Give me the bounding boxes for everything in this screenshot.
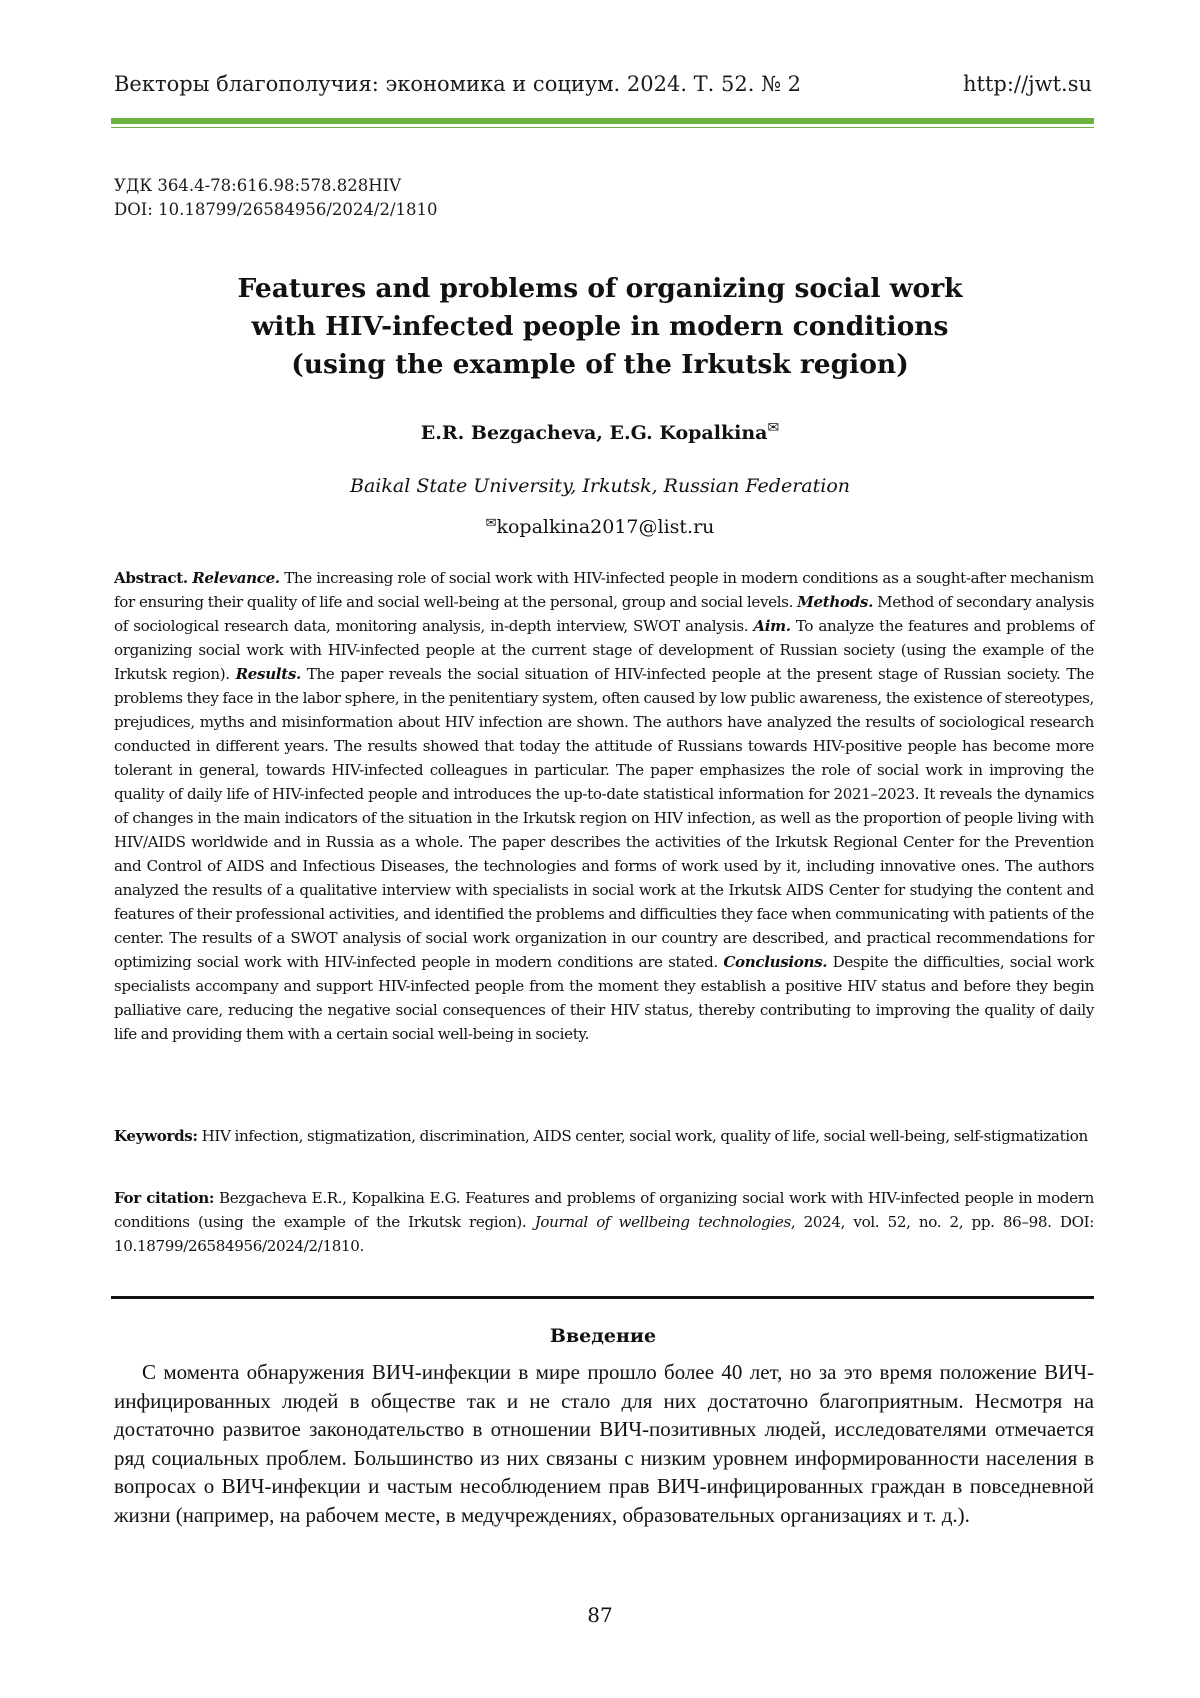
citation xyxy=(114,1186,1094,1258)
title-line-3: (using the example of the Irkutsk region) xyxy=(291,349,909,380)
methods-label: Methods. xyxy=(797,593,873,611)
envelope-icon: ✉ xyxy=(485,516,497,531)
relevance-text: The increasing role of social work with HIV-infected people in modern conditions as a sought-after mechanism for ensuring their quality of life and social well-being at the personal, group and social levels. xyxy=(114,569,1095,611)
authors xyxy=(120,420,1080,444)
keywords xyxy=(114,1124,1094,1148)
title-line-2: with HIV-infected people in modern conditions xyxy=(251,311,949,342)
citation-text: Bezgacheva E.R., Kopalkina E.G. Features and problems of organizing social work with HIV-infected people in modern conditions (using the example of the Irkutsk region). xyxy=(114,1189,1094,1231)
methods-text: Method of secondary analysis of sociological research data, monitoring analysis, in-depth interview, SWOT analysis. xyxy=(114,593,1095,635)
intro-paragraph: С момента обнаружения ВИЧ-инфекции в мире прошло более 40 лет, но за это время положение ВИЧ-инфицированных людей в обществе так и не стало для них достаточно благоприятным. Несмотря на достаточно развитое законодательство в отношении ВИЧ-позитивных людей, исследователями отмечается ряд социальных проблем. Большинство из них связаны с низким уровнем информированности населения в вопросах о ВИЧ-инфекции и частым несоблюдением прав ВИЧ-инфицированных граждан в повседневной жизни (например, на рабочем месте, в медучреждениях, образовательных организациях и т. д.). xyxy=(114,1360,1094,1527)
running-header xyxy=(114,72,1092,108)
envelope-icon: ✉ xyxy=(767,420,780,436)
relevance-label: Relevance. xyxy=(192,569,280,587)
author-names: E.R. Bezgacheva, E.G. Kopalkina xyxy=(420,422,768,444)
results-label: Results. xyxy=(235,665,301,683)
article-title xyxy=(120,270,1080,384)
aim-label: Aim. xyxy=(753,617,791,635)
keywords-label: Keywords: xyxy=(114,1127,198,1145)
results-text: The paper reveals the social situation of HIV-infected people at the present stage of Russian society. The problems they face in the labor sphere, in the penitentiary system, often caused by low public awareness, the existence of stereotypes, prejudices, myths and misinformation about HIV infection are shown. The authors have analyzed the results of sociological research conducted in different years. The results showed that today the attitude of Russians towards HIV-positive people has become more tolerant in general, towards HIV-infected colleagues in particular. The paper emphasizes the role of social work in improving the quality of daily life of HIV-infected people and introduces the up-to-date statistical information for 2021–2023. It reveals the dynamics of changes in the main indicators of the situation in the Irkutsk region on HIV infection, as well as the proportion of people living with HIV/AIDS worldwide and in Russia as a whole. The paper describes the activities of the Irkutsk Regional Center for the Prevention and Control of AIDS and Infectious Diseases, the technologies and forms of work used by it, including innovative ones. The authors analyzed the results of a qualitative interview with specialists in social work at the Irkutsk AIDS Center for studying the content and features of their professional activities, and identified the problems and difficulties they face when communicating with patients of the center. The results of a SWOT analysis of social work organization in our country are described, and practical recommendations for optimizing social work with HIV-infected people in modern conditions are stated. xyxy=(114,665,1094,971)
affiliation: Baikal State University, Irkutsk, Russian Federation xyxy=(350,475,850,497)
header-rule-thin xyxy=(111,127,1094,128)
udc-code: УДК 364.4-78:616.98:578.828HIV xyxy=(114,176,402,195)
citation-journal: Journal of wellbeing technologies xyxy=(534,1213,791,1231)
contact-email xyxy=(120,516,1080,538)
page-number: 87 xyxy=(587,1603,613,1627)
article-meta xyxy=(114,174,438,222)
conclusions-label: Conclusions. xyxy=(723,953,828,971)
keywords-text: HIV infection, stigmatization, discrimination, AIDS center, social work, quality of life, social well-being, self-stigmatization xyxy=(197,1127,1088,1145)
citation-label: For citation: xyxy=(114,1189,215,1207)
header-rule xyxy=(111,118,1094,124)
section-heading: Введение xyxy=(549,1325,657,1347)
abstract xyxy=(114,566,1094,1046)
citation-details: , 2024, vol. 52, no. 2, pp. 86–98. DOI: 10.18799/26584956/2024/2/1810. xyxy=(114,1213,1095,1255)
journal-website[interactable]: http://jwt.su xyxy=(963,72,1092,96)
journal-name: Векторы благополучия: экономика и социум. 2024. Т. 52. № 2 xyxy=(114,72,802,96)
email-address[interactable]: kopalkina2017@list.ru xyxy=(496,516,715,538)
conclusions-text: Despite the difficulties, social work specialists accompany and support HIV-infected people from the moment they establish a positive HIV status and before they begin palliative care, reducing the negative social consequences of their HIV status, thereby contributing to improving the quality of daily life and providing them with a certain social well-being in society. xyxy=(114,953,1094,1043)
title-line-1: Features and problems of organizing social work xyxy=(237,273,963,304)
doi: DOI: 10.18799/26584956/2024/2/1810 xyxy=(114,200,438,219)
section-divider xyxy=(111,1296,1094,1299)
abstract-label: Abstract. xyxy=(114,569,188,587)
aim-text: To analyze the features and problems of organizing social work with HIV-infected people at the current stage of development of Russian society (using the example of the Irkutsk region). xyxy=(114,617,1094,683)
